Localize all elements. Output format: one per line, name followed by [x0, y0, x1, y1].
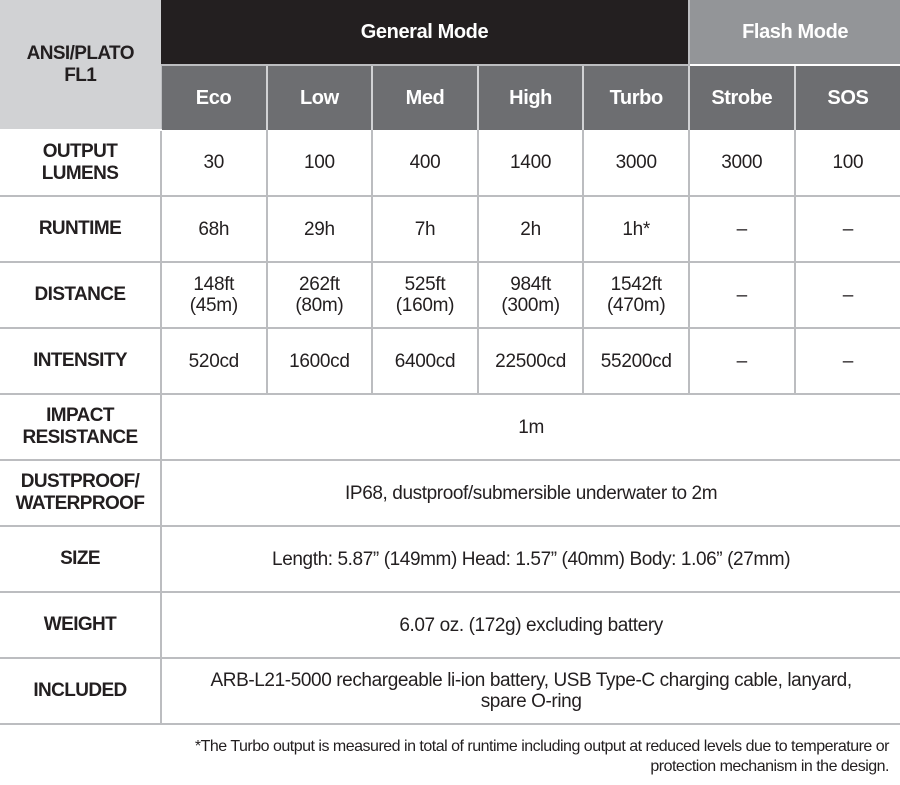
cell-intensity-sos: – — [795, 328, 900, 394]
mode-header-sos: SOS — [795, 65, 900, 130]
row-impact-resistance — [0, 394, 900, 460]
cell-weight: 6.07 oz. (172g) excluding battery — [161, 592, 900, 658]
row-label-line1: IMPACT — [46, 405, 114, 426]
row-included — [0, 658, 900, 724]
cell-intensity-eco: 520cd — [161, 328, 267, 394]
row-label-line1: OUTPUT — [42, 141, 118, 162]
cell-intensity-high: 22500cd — [478, 328, 584, 394]
footnote-line2: protection mechanism in the design. — [650, 758, 889, 775]
row-label-line2: RESISTANCE — [22, 427, 138, 448]
group-header-general-mode: General Mode — [161, 0, 689, 65]
standard-label-line1: ANSI/PLATO — [26, 42, 134, 64]
row-label-distance: DISTANCE — [0, 262, 161, 328]
distance-m: (80m) — [295, 295, 344, 316]
distance-m: (45m) — [189, 295, 238, 316]
cell-runtime-eco: 68h — [161, 196, 267, 262]
mode-header-eco: Eco — [161, 65, 267, 130]
row-label-included: INCLUDED — [0, 658, 161, 724]
cell-intensity-med: 6400cd — [372, 328, 478, 394]
cell-output-sos: 100 — [795, 130, 900, 196]
standard-label — [0, 0, 161, 130]
included-line2: spare O-ring — [480, 691, 582, 712]
cell-runtime-high: 2h — [478, 196, 584, 262]
cell-distance-low — [267, 262, 373, 328]
row-label-weight: WEIGHT — [0, 592, 161, 658]
cell-distance-turbo — [583, 262, 689, 328]
row-dustproof-waterproof — [0, 460, 900, 526]
row-label-impact-resistance — [0, 394, 161, 460]
row-weight — [0, 592, 900, 658]
row-label-size: SIZE — [0, 526, 161, 592]
turbo-footnote — [69, 737, 889, 777]
distance-m: (160m) — [395, 295, 455, 316]
mode-header-high: High — [478, 65, 584, 130]
cell-distance-sos: – — [795, 262, 900, 328]
distance-ft: 262ft — [299, 274, 340, 295]
mode-header-strobe: Strobe — [689, 65, 795, 130]
mode-header-turbo: Turbo — [583, 65, 689, 130]
cell-output-low: 100 — [267, 130, 373, 196]
cell-runtime-strobe: – — [689, 196, 795, 262]
cell-included — [161, 658, 900, 724]
mode-header-low: Low — [267, 65, 373, 130]
cell-intensity-strobe: – — [689, 328, 795, 394]
distance-ft: 984ft — [510, 274, 551, 295]
row-intensity — [0, 328, 900, 394]
row-label-line1: DUSTPROOF/ — [20, 471, 140, 492]
cell-runtime-med: 7h — [372, 196, 478, 262]
cell-output-med: 400 — [372, 130, 478, 196]
cell-size: Length: 5.87” (149mm) Head: 1.57” (40mm) Body: 1.06” (27mm) — [161, 526, 900, 592]
row-output-lumens — [0, 130, 900, 196]
cell-dustproof-waterproof: IP68, dustproof/submersible underwater to 2m — [161, 460, 900, 526]
cell-intensity-low: 1600cd — [267, 328, 373, 394]
row-runtime — [0, 196, 900, 262]
cell-impact-resistance: 1m — [161, 394, 900, 460]
row-label-runtime: RUNTIME — [0, 196, 161, 262]
standard-label-line2: FL1 — [64, 64, 97, 86]
row-distance — [0, 262, 900, 328]
cell-runtime-turbo: 1h* — [583, 196, 689, 262]
mode-header-med: Med — [372, 65, 478, 130]
cell-output-eco: 30 — [203, 152, 225, 173]
cell-distance-med — [372, 262, 478, 328]
row-label-line2: LUMENS — [41, 163, 119, 184]
distance-m: (300m) — [501, 295, 560, 316]
cell-output-high: 1400 — [478, 130, 584, 196]
distance-ft: 148ft — [193, 274, 235, 295]
row-label-intensity: INTENSITY — [0, 328, 161, 394]
row-label-dustproof-waterproof — [0, 460, 161, 526]
row-label-line2: WATERPROOF — [15, 493, 145, 514]
cell-distance-strobe: – — [689, 262, 795, 328]
row-label-output-lumens — [0, 130, 161, 196]
group-header-flash-mode: Flash Mode — [689, 0, 900, 65]
cell-runtime-sos: – — [795, 196, 900, 262]
cell-intensity-turbo: 55200cd — [583, 328, 689, 394]
cell-runtime-low: 29h — [267, 196, 373, 262]
distance-m: (470m) — [606, 295, 666, 316]
row-size — [0, 526, 900, 592]
distance-ft: 525ft — [404, 274, 446, 295]
footnote-line1: *The Turbo output is measured in total of runtime including output at reduced levels due to temperature or — [194, 738, 889, 755]
cell-distance-eco — [161, 262, 267, 328]
distance-ft: 1542ft — [610, 274, 662, 295]
included-line1: ARB-L21-5000 rechargeable li-ion battery, USB Type-C charging cable, lanyard, — [210, 670, 852, 691]
cell-output-strobe: 3000 — [689, 130, 795, 196]
cell-distance-high — [478, 262, 584, 328]
cell-output-turbo: 3000 — [583, 130, 689, 196]
